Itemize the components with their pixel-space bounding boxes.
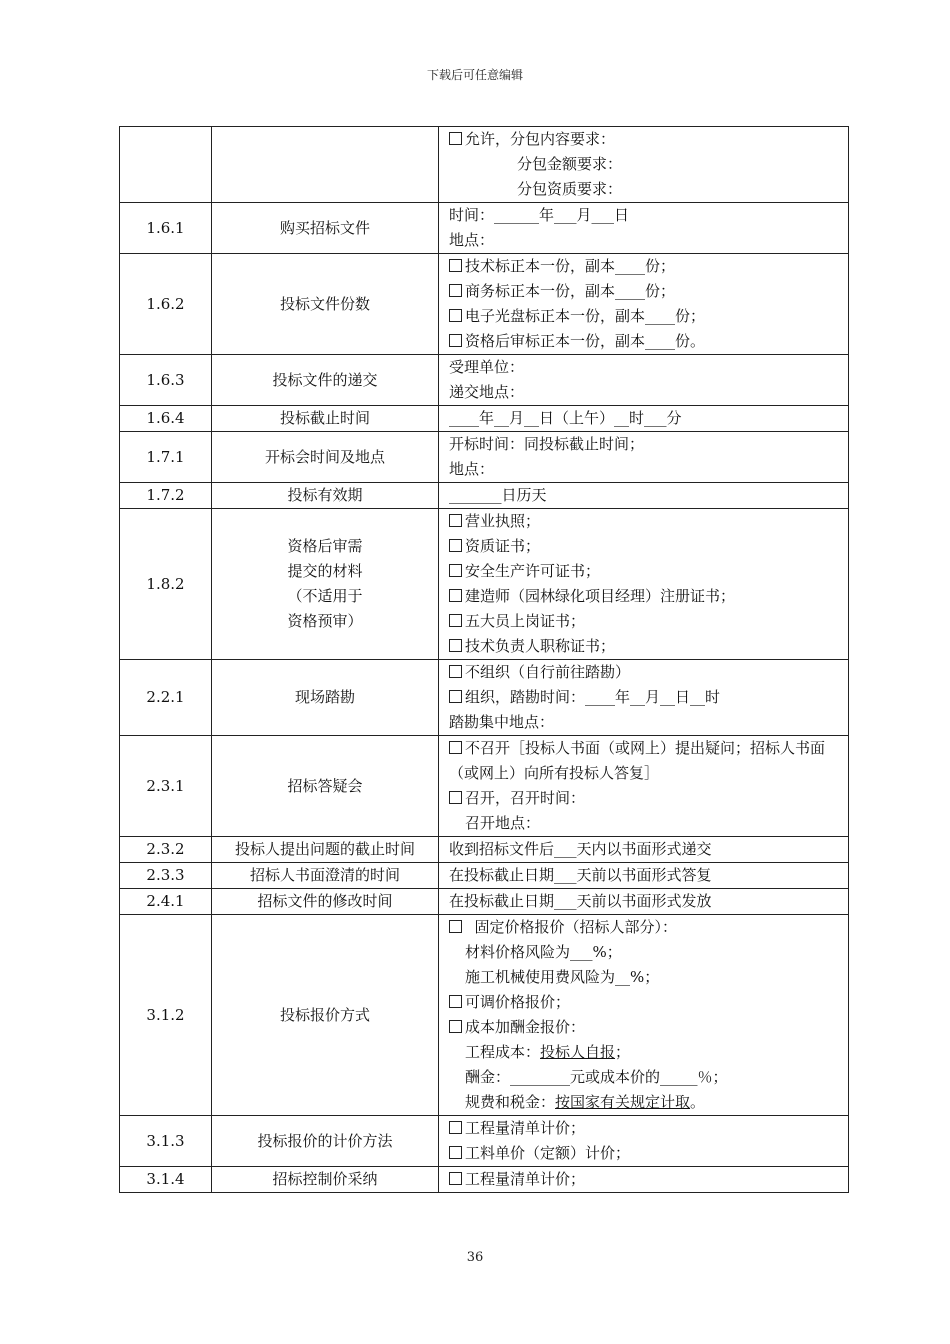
table-row [120, 736, 849, 837]
content-line [449, 203, 842, 228]
clause-number: 1.7.2 [120, 483, 212, 509]
line-text: 分包资质要求： [517, 180, 623, 198]
content-line [449, 915, 842, 940]
clause-number: 1.6.4 [120, 406, 212, 432]
line-text: 收到招标文件后___天内以书面形式递交 [449, 840, 712, 858]
clause-number: 3.1.4 [120, 1167, 212, 1193]
clause-number: 2.2.1 [120, 660, 212, 736]
content-line [449, 355, 842, 380]
table-row [120, 509, 849, 660]
clause-name: 现场踏勘 [212, 660, 439, 736]
line-text: 工程量清单计价； [465, 1170, 586, 1188]
line-text: 建造师（园林绿化项目经理）注册证书； [465, 587, 736, 605]
clause-content [439, 660, 849, 736]
clause-content [439, 736, 849, 837]
checkbox-icon[interactable] [449, 564, 462, 577]
checkbox-icon[interactable] [449, 1121, 462, 1134]
clause-name: 投标文件份数 [212, 254, 439, 355]
content-line [449, 1065, 842, 1090]
content-line [449, 786, 842, 811]
content-line [449, 177, 842, 202]
clause-content [439, 483, 849, 509]
page-number: 36 [466, 1250, 484, 1265]
content-line [449, 990, 842, 1015]
line-text: 工程成本： [465, 1043, 541, 1061]
content-line [449, 534, 842, 559]
line-text: 分包金额要求： [517, 155, 623, 173]
line-text: 酬金：________元或成本价的_____％； [465, 1068, 728, 1086]
clause-number: 3.1.2 [120, 915, 212, 1116]
content-line [449, 1090, 842, 1115]
line-text: 召开，召开时间： [465, 789, 586, 807]
line-text: 施工机械使用费风险为__%； [465, 968, 660, 986]
content-line [449, 837, 842, 862]
clause-content [439, 1167, 849, 1193]
content-line [449, 761, 842, 786]
clause-name: 招标文件的修改时间 [212, 889, 439, 915]
underlined-text: 投标人自报 [540, 1043, 616, 1061]
clause-content [439, 203, 849, 254]
checkbox-icon[interactable] [449, 639, 462, 652]
content-line [449, 609, 842, 634]
line-text: 资质证书； [465, 537, 541, 555]
clause-number: 2.4.1 [120, 889, 212, 915]
table-row [120, 1167, 849, 1193]
clause-name: 投标截止时间 [212, 406, 439, 432]
clause-content [439, 355, 849, 406]
line-text: 技术标正本一份，副本____份； [465, 257, 676, 275]
line-text: 工程量清单计价； [465, 1119, 586, 1137]
line-text: 不组织（自行前往踏勘） [465, 663, 631, 681]
underlined-text: 按国家有关规定计取 [555, 1093, 691, 1111]
line-text: 电子光盘标正本一份，副本____份； [465, 307, 706, 325]
line-text: ____年__月__日（上午）__时___分 [449, 409, 682, 427]
page-header: 下载后可任意编辑 [426, 68, 523, 82]
content-line [449, 965, 842, 990]
clause-name: 开标会时间及地点 [212, 432, 439, 483]
table-row [120, 254, 849, 355]
line-text: 在投标截止日期___天前以书面形式发放 [449, 892, 712, 910]
line-text: （或网上）向所有投标人答复］ [449, 764, 660, 782]
checkbox-icon[interactable] [449, 259, 462, 272]
line-text: 固定价格报价（招标人部分）： [465, 918, 678, 936]
content-line [449, 660, 842, 685]
line-text: _______日历天 [449, 486, 547, 504]
content-line [449, 406, 842, 431]
line-text: 开标时间：同投标截止时间； [449, 435, 645, 453]
checkbox-icon[interactable] [449, 614, 462, 627]
line-text: 可调价格报价； [465, 993, 571, 1011]
table-row [120, 203, 849, 254]
checkbox-icon[interactable] [449, 589, 462, 602]
clause-number: 1.7.1 [120, 432, 212, 483]
tender-info-table [119, 126, 849, 1193]
clause-content [439, 863, 849, 889]
clause-number [120, 127, 212, 203]
clause-name: 招标人书面澄清的时间 [212, 863, 439, 889]
line-text: 资格后审标正本一份，副本____份。 [465, 332, 706, 350]
clause-number: 1.6.1 [120, 203, 212, 254]
clause-name: 投标文件的递交 [212, 355, 439, 406]
content-line [449, 736, 842, 761]
clause-content [439, 432, 849, 483]
content-line [449, 863, 842, 888]
content-line [449, 1116, 842, 1141]
content-line [449, 432, 842, 457]
table-row [120, 915, 849, 1116]
content-line [449, 380, 842, 405]
checkbox-icon[interactable] [449, 1146, 462, 1159]
clause-name: 投标人提出问题的截止时间 [212, 837, 439, 863]
line-text: 地点： [449, 231, 495, 249]
content-line [449, 483, 842, 508]
line-text: 受理单位： [449, 358, 525, 376]
table-row [120, 660, 849, 736]
clause-number: 1.6.3 [120, 355, 212, 406]
clause-content [439, 889, 849, 915]
content-line [449, 889, 842, 914]
clause-name [212, 127, 439, 203]
content-line [449, 811, 842, 836]
clause-content [439, 915, 849, 1116]
line-text: 工料单价（定额）计价； [465, 1144, 631, 1162]
line-text: 五大员上岗证书； [465, 612, 586, 630]
checkbox-icon[interactable] [449, 539, 462, 552]
content-line [449, 509, 842, 534]
checkbox-icon[interactable] [449, 132, 462, 145]
content-line [449, 710, 842, 735]
table-row [120, 837, 849, 863]
line-text: 成本加酬金报价： [465, 1018, 586, 1036]
content-line [449, 304, 842, 329]
content-line [449, 457, 842, 482]
line-text: 召开地点： [465, 814, 541, 832]
line-text: 商务标正本一份，副本____份； [465, 282, 676, 300]
line-text: 技术负责人职称证书； [465, 637, 616, 655]
content-line [449, 584, 842, 609]
content-line [449, 1167, 842, 1192]
checkbox-icon[interactable] [449, 741, 462, 754]
clause-content [439, 127, 849, 203]
table-row [120, 406, 849, 432]
line-text: 时间：______年___月___日 [449, 206, 630, 224]
line-text: 营业执照； [465, 512, 541, 530]
table-row [120, 889, 849, 915]
line-text: 踏勘集中地点： [449, 713, 555, 731]
checkbox-icon[interactable] [449, 1172, 462, 1185]
line-suffix: 。 [690, 1093, 706, 1111]
line-text: 在投标截止日期___天前以书面形式答复 [449, 866, 712, 884]
content-line [449, 634, 842, 659]
clause-content [439, 509, 849, 660]
content-line [449, 940, 842, 965]
line-text: 不召开［投标人书面（或网上）提出疑问；招标人书面 [465, 739, 826, 757]
content-line [449, 1040, 842, 1065]
table-row [120, 127, 849, 203]
content-line [449, 1015, 842, 1040]
table-row [120, 1116, 849, 1167]
clause-name: 投标有效期 [212, 483, 439, 509]
line-text: 递交地点： [449, 383, 525, 401]
line-suffix: ； [615, 1043, 631, 1061]
clause-name: 投标报价的计价方法 [212, 1116, 439, 1167]
content-line [449, 254, 842, 279]
clause-number: 1.8.2 [120, 509, 212, 660]
line-text: 安全生产许可证书； [465, 562, 601, 580]
checkbox-icon[interactable] [449, 920, 462, 933]
content-line [449, 559, 842, 584]
content-line [449, 127, 842, 152]
checkbox-icon[interactable] [449, 1020, 462, 1033]
clause-content [439, 1116, 849, 1167]
content-line [449, 1141, 842, 1166]
clause-content [439, 406, 849, 432]
content-line [449, 228, 842, 253]
clause-number: 2.3.2 [120, 837, 212, 863]
clause-name: 招标答疑会 [212, 736, 439, 837]
clause-name: 购买招标文件 [212, 203, 439, 254]
checkbox-icon[interactable] [449, 284, 462, 297]
line-text: 规费和税金： [465, 1093, 556, 1111]
content-line [449, 329, 842, 354]
clause-number: 2.3.1 [120, 736, 212, 837]
clause-number: 3.1.3 [120, 1116, 212, 1167]
clause-name: 资格后审需 提交的材料 （不适用于 资格预审） [212, 509, 439, 660]
table-row [120, 432, 849, 483]
line-text: 组织，踏勘时间：____年__月__日__时 [465, 688, 721, 706]
clause-name: 招标控制价采纳 [212, 1167, 439, 1193]
checkbox-icon[interactable] [449, 309, 462, 322]
line-text: 允许，分包内容要求： [465, 130, 616, 148]
checkbox-icon[interactable] [449, 334, 462, 347]
clause-number: 2.3.3 [120, 863, 212, 889]
table-row [120, 863, 849, 889]
checkbox-icon[interactable] [449, 514, 462, 527]
content-line [449, 685, 842, 710]
clause-number: 1.6.2 [120, 254, 212, 355]
clause-content [439, 254, 849, 355]
table-row [120, 483, 849, 509]
checkbox-icon[interactable] [449, 690, 462, 703]
table-row [120, 355, 849, 406]
clause-content [439, 837, 849, 863]
content-line [449, 279, 842, 304]
content-line [449, 152, 842, 177]
clause-name: 投标报价方式 [212, 915, 439, 1116]
line-text: 地点： [449, 460, 495, 478]
checkbox-icon[interactable] [449, 791, 462, 804]
checkbox-icon[interactable] [449, 665, 462, 678]
line-text: 材料价格风险为___%； [465, 943, 622, 961]
checkbox-icon[interactable] [449, 995, 462, 1008]
